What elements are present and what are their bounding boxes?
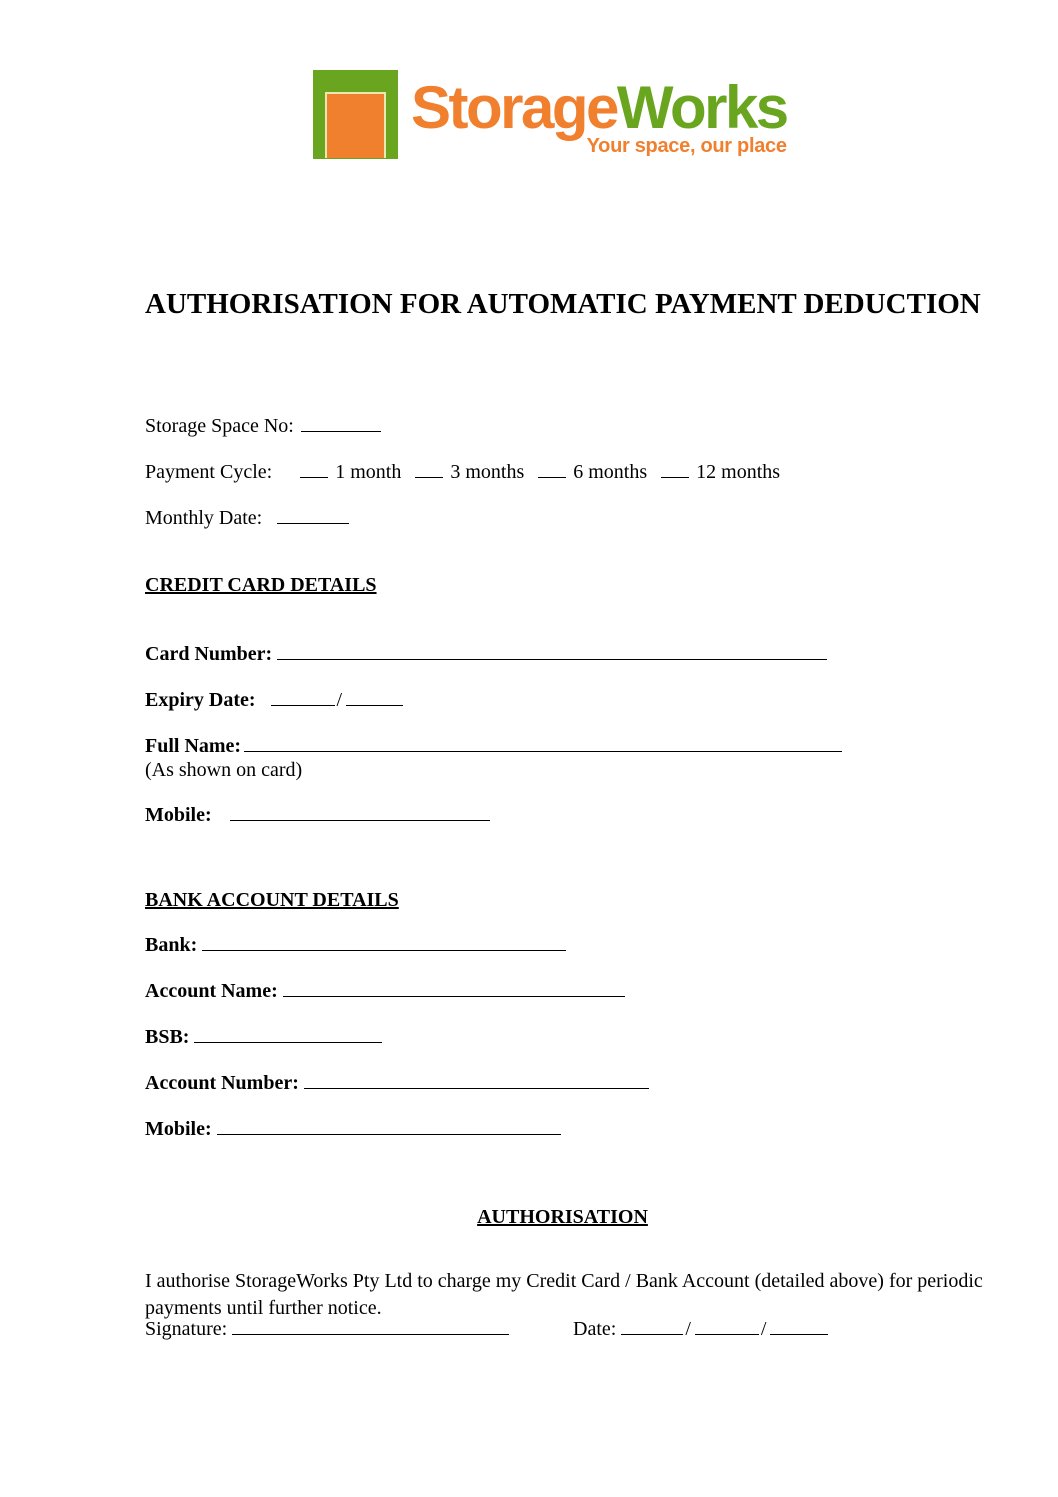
payment-option-3-months-blank[interactable]: [415, 463, 443, 478]
storage-space-row: [145, 415, 381, 438]
payment-option-12-months-label: 12 months: [696, 461, 781, 483]
authorisation-heading: AUTHORISATION: [477, 1206, 648, 1228]
logo-tagline: Your space, our place: [586, 135, 787, 157]
monthly-date-blank[interactable]: [277, 509, 349, 524]
storage-door-shape: [325, 92, 386, 158]
date-separator-2: /: [760, 1318, 767, 1340]
bsb-blank[interactable]: [194, 1028, 382, 1043]
bank-account-details-heading: BANK ACCOUNT DETAILS: [145, 889, 399, 911]
expiry-month-blank[interactable]: [271, 691, 335, 706]
payment-option-6-months-label: 6 months: [573, 461, 648, 483]
date-group: [573, 1318, 828, 1341]
card-number-row: [145, 643, 827, 666]
credit-card-mobile-label: Mobile:: [145, 804, 212, 826]
bank-mobile-label: Mobile:: [145, 1118, 212, 1140]
logo-brand-works: Works: [616, 74, 787, 141]
expiry-year-blank[interactable]: [346, 691, 403, 706]
payment-option-3-months-label: 3 months: [450, 461, 525, 483]
expiry-date-row: [145, 689, 403, 712]
page-title: AUTHORISATION FOR AUTOMATIC PAYMENT DEDUCTION: [145, 288, 981, 320]
payment-cycle-label: Payment Cycle:: [145, 461, 273, 483]
date-label: Date:: [573, 1318, 617, 1340]
expiry-separator: /: [336, 689, 343, 711]
storage-space-label: Storage Space No:: [145, 415, 294, 437]
account-number-blank[interactable]: [304, 1074, 649, 1089]
payment-option-1-month-label: 1 month: [335, 461, 402, 483]
date-month-blank[interactable]: [695, 1320, 759, 1335]
payment-option-1-month: [300, 461, 401, 483]
bank-blank[interactable]: [202, 936, 566, 951]
card-number-blank[interactable]: [277, 645, 827, 660]
storage-space-blank[interactable]: [301, 417, 381, 432]
signature-date-row: [145, 1318, 980, 1341]
payment-option-6-months-blank[interactable]: [538, 463, 566, 478]
logo-brand-storage: Storage: [411, 74, 617, 141]
signature-label: Signature:: [145, 1318, 228, 1340]
account-name-label: Account Name:: [145, 980, 278, 1002]
payment-option-12-months-blank[interactable]: [661, 463, 689, 478]
date-day-blank[interactable]: [621, 1320, 683, 1335]
account-name-row: [145, 980, 625, 1003]
account-name-blank[interactable]: [283, 982, 625, 997]
full-name-blank[interactable]: [244, 737, 842, 752]
payment-option-6-months: [538, 461, 647, 483]
bank-label: Bank:: [145, 934, 198, 956]
payment-option-1-month-blank[interactable]: [300, 463, 328, 478]
full-name-row: [145, 735, 842, 758]
credit-card-mobile-blank[interactable]: [230, 806, 490, 821]
bsb-label: BSB:: [145, 1026, 190, 1048]
bsb-row: [145, 1026, 382, 1049]
payment-option-3-months: [415, 461, 524, 483]
full-name-note: (As shown on card): [145, 759, 303, 781]
card-number-label: Card Number:: [145, 643, 273, 665]
monthly-date-label: Monthly Date:: [145, 507, 263, 529]
full-name-note-row: [145, 759, 302, 782]
logo-brand: [411, 74, 787, 141]
date-year-blank[interactable]: [770, 1320, 828, 1335]
credit-card-mobile-row: [145, 804, 490, 827]
bank-row: [145, 934, 566, 957]
payment-option-12-months: [661, 461, 780, 483]
full-name-label: Full Name:: [145, 735, 242, 757]
storage-unit-icon: [313, 70, 398, 159]
expiry-date-label: Expiry Date:: [145, 689, 256, 711]
monthly-date-row: [145, 507, 349, 530]
bank-mobile-blank[interactable]: [217, 1120, 561, 1135]
storageworks-logo: [313, 70, 787, 159]
payment-cycle-row: [145, 461, 780, 484]
authorisation-body: I authorise StorageWorks Pty Ltd to charge my Credit Card / Bank Account (detailed above) for periodic payments until further notice.: [145, 1270, 983, 1319]
account-number-label: Account Number:: [145, 1072, 299, 1094]
logo-text: [411, 74, 787, 158]
signature-blank[interactable]: [232, 1320, 509, 1335]
bank-mobile-row: [145, 1118, 561, 1141]
date-separator-1: /: [685, 1318, 691, 1340]
account-number-row: [145, 1072, 649, 1095]
credit-card-details-heading: CREDIT CARD DETAILS: [145, 574, 377, 596]
